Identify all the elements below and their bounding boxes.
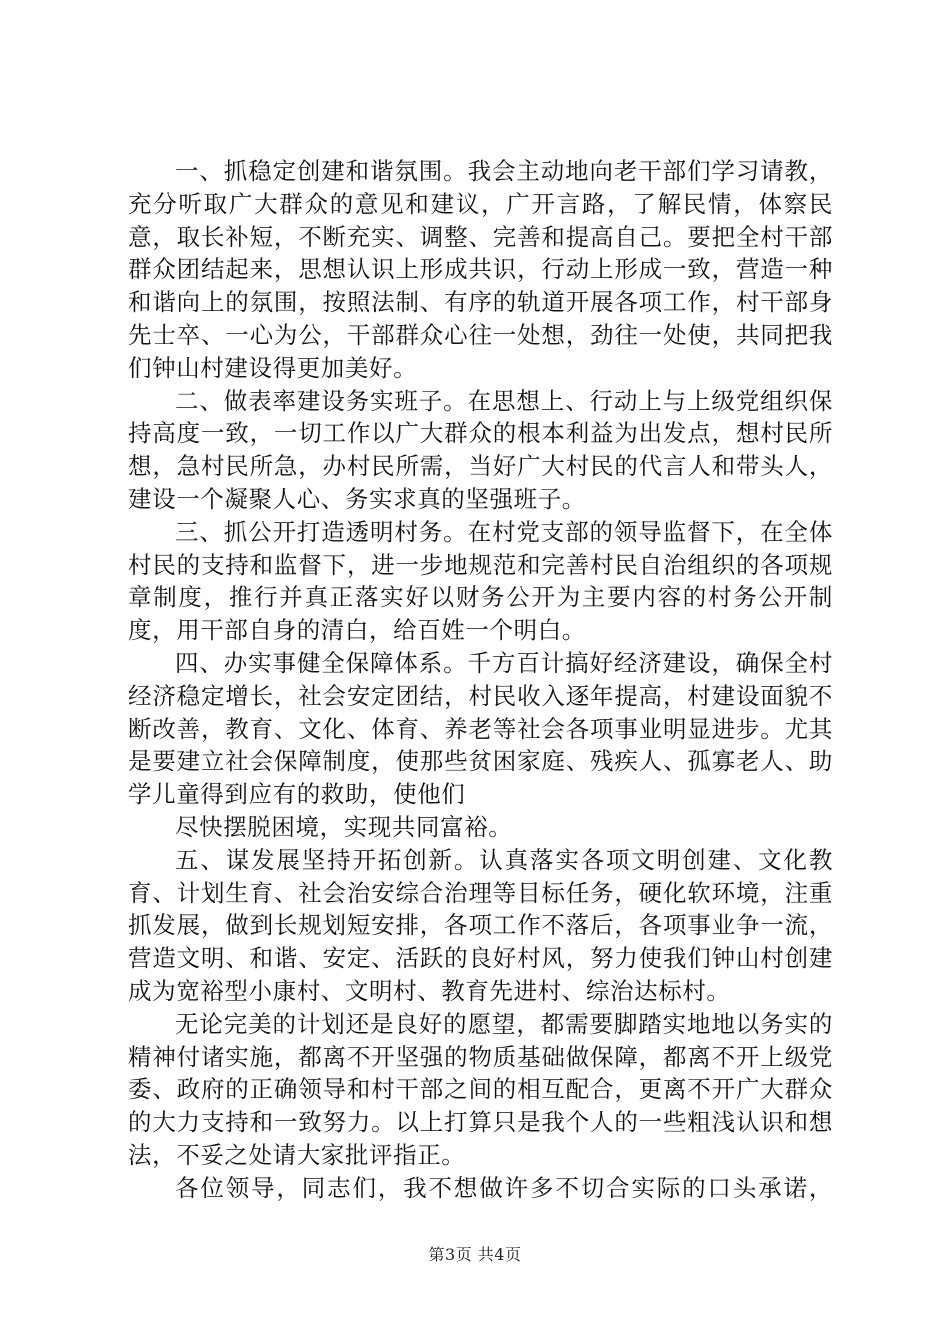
paragraph-security-system: 四、办实事健全保障体系。千方百计搞好经济建设，确保全村经济稳定增长，社会安定团结，村民收入逐年提高，村建设面貌不断改善，教育、文化、体育、养老等社会各项事业明显进步。尤其是要建立社会保障制度，使那些贫困家庭、残疾人、孤寡老人、助学儿童得到应有的救助，使他们 [128,648,833,809]
paragraph-team-building: 二、做表率建设务实班子。在思想上、行动上与上级党组织保持高度一致，一切工作以广大群众的根本利益为出发点，想村民所想，急村民所急，办村民所需，当好广大村民的代言人和带头人，建设一个凝聚人心、务实求真的坚强班子。 [128,386,833,513]
paragraph-stability: 一、抓稳定创建和谐氛围。我会主动地向老干部们学习请教，充分听取广大群众的意见和建议，广开言路，了解民情，体察民意，取长补短，不断充实、调整、完善和提高自己。要把全村干部群众团结起来，思想认识上形成共识，行动上形成一致，营造一种和谐向上的氛围，按照法制、有序的轨道开展各项工作，村干部身先士卒、一心为公，干部群众心往一处想，劲往一处使，共同把我们钟山村建设得更加美好。 [128,157,833,382]
paragraph-conclusion: 无论完美的计划还是良好的愿望，都需要脚踏实地地以务实的精神付诸实施，都离不开坚强的物质基础做保障，都离不开上级党委、政府的正确领导和村干部之间的相互配合，更离不开广大群众的大力支持和一致努力。以上打算只是我个人的一些粗浅认识和想法，不妥之处请大家批评指正。 [128,1009,833,1169]
paragraph-transparency: 三、抓公开打造透明村务。在村党支部的领导监督下，在全体村民的支持和监督下，进一步地规范和完善村民自治组织的各项规章制度，推行并真正落实好以财务公开为主要内容的村务公开制度，用干部自身的清白，给百姓一个明白。 [128,517,833,645]
paragraph-development: 五、谋发展坚持开拓创新。认真落实各项文明创建、文化教育、计划生育、社会治安综合治理等目标任务，硬化软环境，注重抓发展，做到长规划短安排，各项工作不落后，各项事业争一流，营造文明、和谐、安定、活跃的良好村风，努力使我们钟山村创建成为宽裕型小康村、文明村、教育先进村、综治达标村。 [128,845,833,1005]
paragraph-continuation: 尽快摆脱困境，实现共同富裕。 [175,812,513,841]
page-number: 第3页 共4页 [428,1245,522,1264]
paragraph-address: 各位领导，同志们，我不想做许多不切合实际的口头承诺， [175,1173,833,1202]
document-body [128,155,833,1205]
